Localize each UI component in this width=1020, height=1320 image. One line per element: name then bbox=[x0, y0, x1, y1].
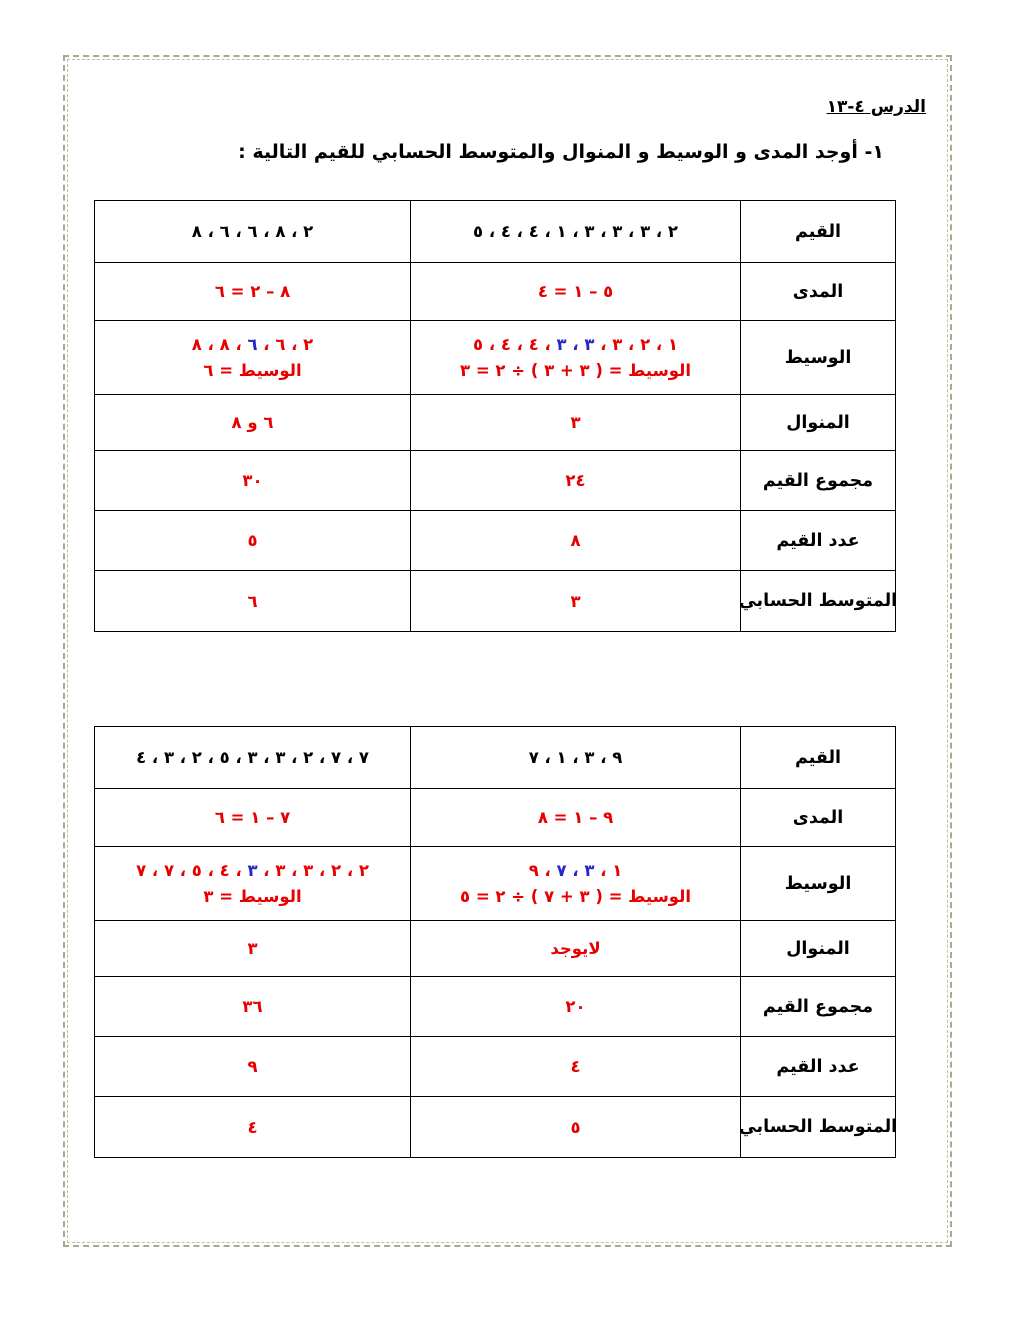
row-label: المدى bbox=[740, 789, 895, 847]
title-row bbox=[65, 117, 950, 163]
table-cell bbox=[95, 201, 410, 263]
cell-line bbox=[232, 413, 274, 432]
text-segment: ٢٤ bbox=[565, 471, 586, 490]
row-label: عدد القيم bbox=[740, 511, 895, 571]
cell-line bbox=[570, 531, 580, 550]
cell-line bbox=[247, 592, 257, 611]
cell-line bbox=[460, 887, 691, 906]
text-segment: لايوجد bbox=[550, 939, 601, 958]
row-label: المنوال bbox=[740, 395, 895, 451]
cell-line bbox=[203, 361, 301, 380]
table-cell bbox=[95, 395, 410, 451]
table-cell bbox=[410, 727, 740, 789]
cell-line bbox=[203, 887, 301, 906]
table-cell bbox=[410, 571, 740, 631]
cell-line bbox=[136, 748, 369, 767]
table-cell bbox=[95, 921, 410, 977]
stats-table-1 bbox=[94, 200, 896, 632]
text-segment: ٣٦ bbox=[242, 997, 263, 1016]
cell-line bbox=[215, 282, 290, 301]
cell-line bbox=[565, 471, 585, 490]
table-cell bbox=[95, 727, 410, 789]
text-segment: ٦ و ٨ bbox=[231, 413, 274, 432]
lesson-header-row bbox=[65, 57, 950, 117]
text-segment: ٣ bbox=[570, 413, 581, 432]
page-border bbox=[63, 55, 952, 1247]
text-segment: ٧ – ١ = ٦ bbox=[214, 808, 291, 827]
cell-line bbox=[473, 335, 678, 354]
row-label: الوسيط bbox=[740, 847, 895, 921]
text-segment: ٤ bbox=[570, 1057, 581, 1076]
text-segment: ١ ، bbox=[594, 861, 623, 880]
text-segment: ، ٨ ، ٨ bbox=[191, 335, 248, 354]
table-cell bbox=[410, 847, 740, 921]
cell-line bbox=[570, 592, 580, 611]
text-segment: ٣ ، ٧ bbox=[556, 861, 595, 880]
table-cell bbox=[410, 321, 740, 395]
text-segment: ٥ bbox=[570, 1117, 581, 1137]
cell-line bbox=[247, 1118, 257, 1137]
text-segment: ٢ ، ٨ ، ٦ ، ٦ ، ٨ bbox=[191, 222, 314, 241]
text-segment: ٤ bbox=[247, 1117, 258, 1137]
text-segment: الوسيط = ٣ bbox=[203, 887, 302, 906]
cell-line bbox=[247, 939, 257, 958]
table-cell bbox=[95, 977, 410, 1037]
text-segment: ٩ – ١ = ٨ bbox=[537, 808, 614, 827]
text-segment: ٣٠ bbox=[242, 471, 263, 490]
stats-table-2 bbox=[94, 726, 896, 1158]
table-cell bbox=[95, 571, 410, 631]
cell-line bbox=[565, 997, 585, 1016]
row-label: المدى bbox=[740, 263, 895, 321]
table-cell bbox=[95, 1097, 410, 1157]
cell-line bbox=[242, 997, 262, 1016]
text-segment: ٩ ، ٣ ، ١ ، ٧ bbox=[528, 748, 623, 767]
text-segment: ٢ ، ٣ ، ٣ ، ٣ ، ١ ، ٤ ، ٤ ، ٥ bbox=[473, 222, 678, 241]
cell-line bbox=[247, 531, 257, 550]
cell-line bbox=[473, 222, 678, 241]
text-segment: الوسيط = ( ٣ + ٧ ) ÷ ٢ = ٥ bbox=[460, 887, 692, 906]
cell-line bbox=[550, 939, 600, 958]
table-cell bbox=[410, 511, 740, 571]
cell-line bbox=[570, 413, 580, 432]
table-cell bbox=[95, 1037, 410, 1097]
cell-line bbox=[529, 748, 623, 767]
page-title: ١- أوجد المدى و الوسيط و المنوال والمتوسط الحسابي للقيم التالية : bbox=[238, 141, 884, 163]
text-segment: ٢ ، ٦ ، bbox=[257, 335, 314, 354]
row-label: المتوسط الحسابي bbox=[740, 571, 895, 631]
cell-line bbox=[529, 861, 623, 880]
row-label: عدد القيم bbox=[740, 1037, 895, 1097]
row-label: القيم bbox=[740, 201, 895, 263]
cell-line bbox=[538, 282, 613, 301]
text-segment: ٦ bbox=[247, 335, 258, 354]
table-cell bbox=[95, 511, 410, 571]
text-segment: ٣ ، ٣ bbox=[556, 335, 595, 354]
table-cell bbox=[95, 789, 410, 847]
text-segment: ٣ bbox=[247, 939, 258, 958]
cell-line bbox=[460, 361, 691, 380]
row-label: مجموع القيم bbox=[740, 451, 895, 511]
cell-line bbox=[242, 471, 262, 490]
text-segment: ٦ bbox=[247, 591, 258, 611]
cell-line bbox=[192, 222, 313, 241]
row-label: القيم bbox=[740, 727, 895, 789]
table-cell bbox=[95, 451, 410, 511]
text-segment: ٣ bbox=[247, 861, 258, 880]
cell-line bbox=[570, 1057, 580, 1076]
table-cell bbox=[410, 451, 740, 511]
text-segment: ، ٤ ، ٤ ، ٥ bbox=[473, 335, 557, 354]
row-label: مجموع القيم bbox=[740, 977, 895, 1037]
text-segment: ١ ، ٢ ، ٣ ، bbox=[594, 335, 678, 354]
text-segment: الوسيط = ٦ bbox=[203, 361, 302, 380]
table-cell bbox=[95, 263, 410, 321]
table-cell bbox=[410, 921, 740, 977]
text-segment: الوسيط = ( ٣ + ٣ ) ÷ ٢ = ٣ bbox=[460, 361, 692, 380]
text-segment: ٥ bbox=[247, 531, 258, 550]
text-segment: ٩ bbox=[247, 1057, 258, 1076]
cell-line bbox=[192, 335, 313, 354]
table-cell bbox=[410, 201, 740, 263]
text-segment: ٨ – ٢ = ٦ bbox=[214, 282, 291, 301]
cell-line bbox=[136, 861, 369, 880]
lesson-label: الدرس ٤-١٣ bbox=[826, 97, 926, 117]
text-segment: ٢ ، ٢ ، ٣ ، ٣ ، bbox=[257, 861, 369, 880]
cell-line bbox=[570, 1118, 580, 1137]
cell-line bbox=[538, 808, 613, 827]
table-cell bbox=[95, 847, 410, 921]
text-segment: ٨ bbox=[570, 531, 581, 550]
text-segment: ٥ – ١ = ٤ bbox=[537, 282, 614, 301]
text-segment: ، ٤ ، ٥ ، ٧ ، ٧ bbox=[136, 861, 248, 880]
row-label: الوسيط bbox=[740, 321, 895, 395]
table-cell bbox=[410, 789, 740, 847]
text-segment: ٣ bbox=[570, 591, 581, 611]
text-segment: ٧ ، ٧ ، ٢ ، ٣ ، ٣ ، ٥ ، ٢ ، ٣ ، ٤ bbox=[136, 748, 369, 767]
text-segment: ٢٠ bbox=[565, 997, 586, 1016]
row-label: المتوسط الحسابي bbox=[740, 1097, 895, 1157]
row-label: المنوال bbox=[740, 921, 895, 977]
table-cell bbox=[410, 395, 740, 451]
text-segment: ، ٩ bbox=[528, 861, 557, 880]
table-cell bbox=[410, 1097, 740, 1157]
table-cell bbox=[410, 1037, 740, 1097]
table-cell bbox=[410, 977, 740, 1037]
table-cell bbox=[410, 263, 740, 321]
cell-line bbox=[215, 808, 290, 827]
table-cell bbox=[95, 321, 410, 395]
cell-line bbox=[247, 1057, 257, 1076]
